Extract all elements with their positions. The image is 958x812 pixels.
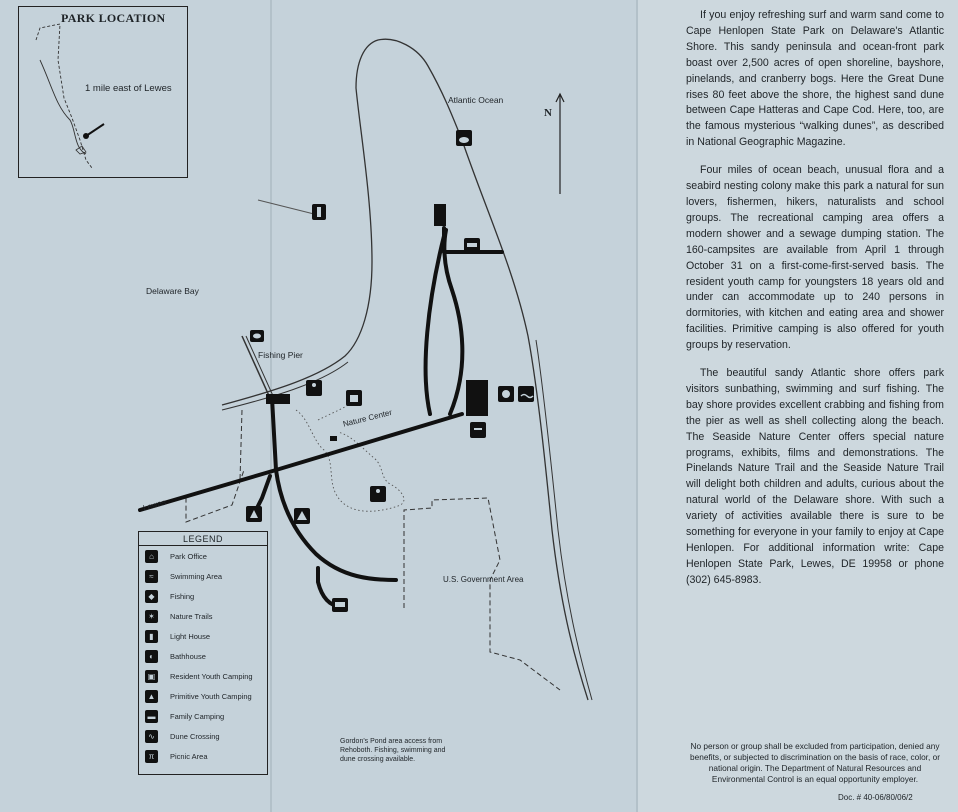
pier-road	[272, 398, 276, 470]
fishing-pier-label: Fishing Pier	[258, 350, 303, 360]
peninsula-shoreline	[222, 39, 588, 700]
gordons-pond-note-line-2: Rehoboth. Fishing, swimming and	[340, 747, 446, 754]
main-road	[140, 414, 462, 510]
north-label: N	[544, 107, 552, 119]
legend	[138, 531, 268, 775]
loop-road-west	[426, 228, 444, 414]
legend-label: Dune Crossing	[170, 731, 220, 741]
picnic-table-icon: π	[145, 750, 158, 763]
park-boundary	[186, 410, 244, 522]
nature-trail-spur	[318, 404, 350, 420]
legend-label: Family Camping	[170, 711, 225, 721]
camper-icon: ▬	[145, 710, 158, 723]
legend-item	[139, 746, 267, 766]
nature-center-building	[330, 436, 337, 441]
lighthouse-icon: ▮	[145, 630, 158, 643]
park-location-inset	[18, 6, 188, 178]
legend-item	[139, 586, 267, 606]
lewes-road-label: Lewes	[142, 497, 167, 513]
government-area-boundary	[404, 498, 560, 690]
fishing-pier-edge	[246, 336, 274, 398]
legend-label: Fishing	[170, 591, 195, 601]
legend-label: Bathhouse	[170, 651, 206, 661]
legend-label: Light House	[170, 631, 211, 641]
lighthouse-pointer	[258, 200, 314, 214]
legend-title: LEGEND	[139, 532, 267, 546]
description-paragraph: Four miles of ocean beach, unusual flora and a seabird nesting colony make this park a natural for sun lovers, fishermen, hikers, naturalists and school groups. The recreational camping area offers a modern shower and a sewage dumping station. The 160-campsites are available from April 1 through October 31 on a first-come-first-served basis. The resident youth camp for youngsters 18 years old and under can accommodate up to 240 persons in dormitories, with kitchen and eating area and shower facilities. Primitive camping is also offered for youth groups by reservation.	[686, 164, 944, 352]
pier-building	[266, 394, 290, 404]
inset-title: PARK LOCATION	[61, 11, 166, 25]
legend-label: Swimming Area	[170, 571, 223, 581]
legend-item	[139, 666, 267, 686]
gordons-pond-note-line-1: Gordon's Pond area access from	[340, 738, 443, 745]
legend-label: Picnic Area	[170, 751, 208, 761]
equal-opportunity-disclaimer: No person or group shall be excluded from participation, denied any benefits, or subjected to discrimination on the basis of race, color, or national origin. The Department of Natural Resources and Environmental Control is an equal opportunity employer.	[690, 741, 940, 784]
tent-icon: ▲	[145, 690, 158, 703]
us-government-area-label: U.S. Government Area	[443, 575, 524, 584]
lighthouse-building	[434, 204, 446, 226]
resident-camp-building	[466, 380, 488, 416]
park-office-icon: ⌂	[145, 550, 158, 563]
legend-item	[139, 706, 267, 726]
map-icon-glyphs	[250, 137, 533, 607]
nature-center-label: Nature Center	[342, 407, 393, 429]
legend-label: Resident Youth Camping	[170, 671, 253, 681]
gordons-pond-note-line-3: dune crossing available.	[340, 756, 416, 763]
inset-location-note: 1 mile east of Lewes	[85, 83, 172, 94]
bathhouse-icon: ◐	[145, 650, 158, 663]
legend-label: Primitive Youth Camping	[170, 691, 252, 701]
cabin-icon: ▣	[145, 670, 158, 683]
description-paragraph: The beautiful sandy Atlantic shore offers park visitors sunbathing, swimming and surf fishing. The bay shore provides excellent crabbing and fishing from the pier as well as shell collecting along the beach. The Seaside Nature Center offers special nature programs, exhibits, films and demonstrations. The Pinelands Nature Trail and the Seaside Nature Trail will delight both children and adults, curious about the natural world of the Delaware shore. With such a variety of activities available there is sure to be something for everyone in your family to enjoy at Cape Henlopen. For additional information write: Cape Henlopen State Park, Lewes, DE 19958 or phone (302) 645-8983.	[686, 367, 944, 586]
dune-crossing-icon: ∿	[145, 730, 158, 743]
legend-item	[139, 726, 267, 746]
legend-label: Nature Trails	[170, 611, 213, 621]
fish-icon: ◆	[145, 590, 158, 603]
atlantic-ocean-label: Atlantic Ocean	[448, 95, 504, 105]
legend-item	[139, 606, 267, 626]
park-description	[686, 8, 944, 601]
map-icons	[246, 130, 534, 612]
delaware-bay-label: Delaware Bay	[146, 286, 199, 296]
fishing-pier	[242, 336, 270, 398]
document-number: Doc. # 40-06/80/06/2	[838, 793, 913, 802]
legend-item	[139, 626, 267, 646]
legend-item	[139, 686, 267, 706]
legend-item	[139, 566, 267, 586]
ocean-shore-inner	[536, 340, 592, 700]
loop-road-east	[444, 230, 462, 414]
legend-item	[139, 546, 267, 566]
hiker-icon: ✶	[145, 610, 158, 623]
swimmer-icon	[518, 386, 534, 402]
hiker-icon	[370, 486, 386, 502]
legend-item	[139, 646, 267, 666]
hiker-icon	[306, 380, 322, 396]
description-paragraph: If you enjoy refreshing surf and warm sand come to Cape Henlopen State Park on Delaware's Atlantic Shore. This sandy peninsula and ocean-front park boast over 2,500 acres of open shoreline, bayshore, pinelands, and cranberry bogs. Here the Great Dune rises 80 feet above the shore, the highest sand dune between Cape Hatteras and Cape Cod. Here, too, are the famous mysterious “walking dunes”, as described in National Geographic Magazine.	[686, 9, 944, 149]
legend-label: Park Office	[170, 551, 207, 561]
swimmer-icon: ≈	[145, 570, 158, 583]
